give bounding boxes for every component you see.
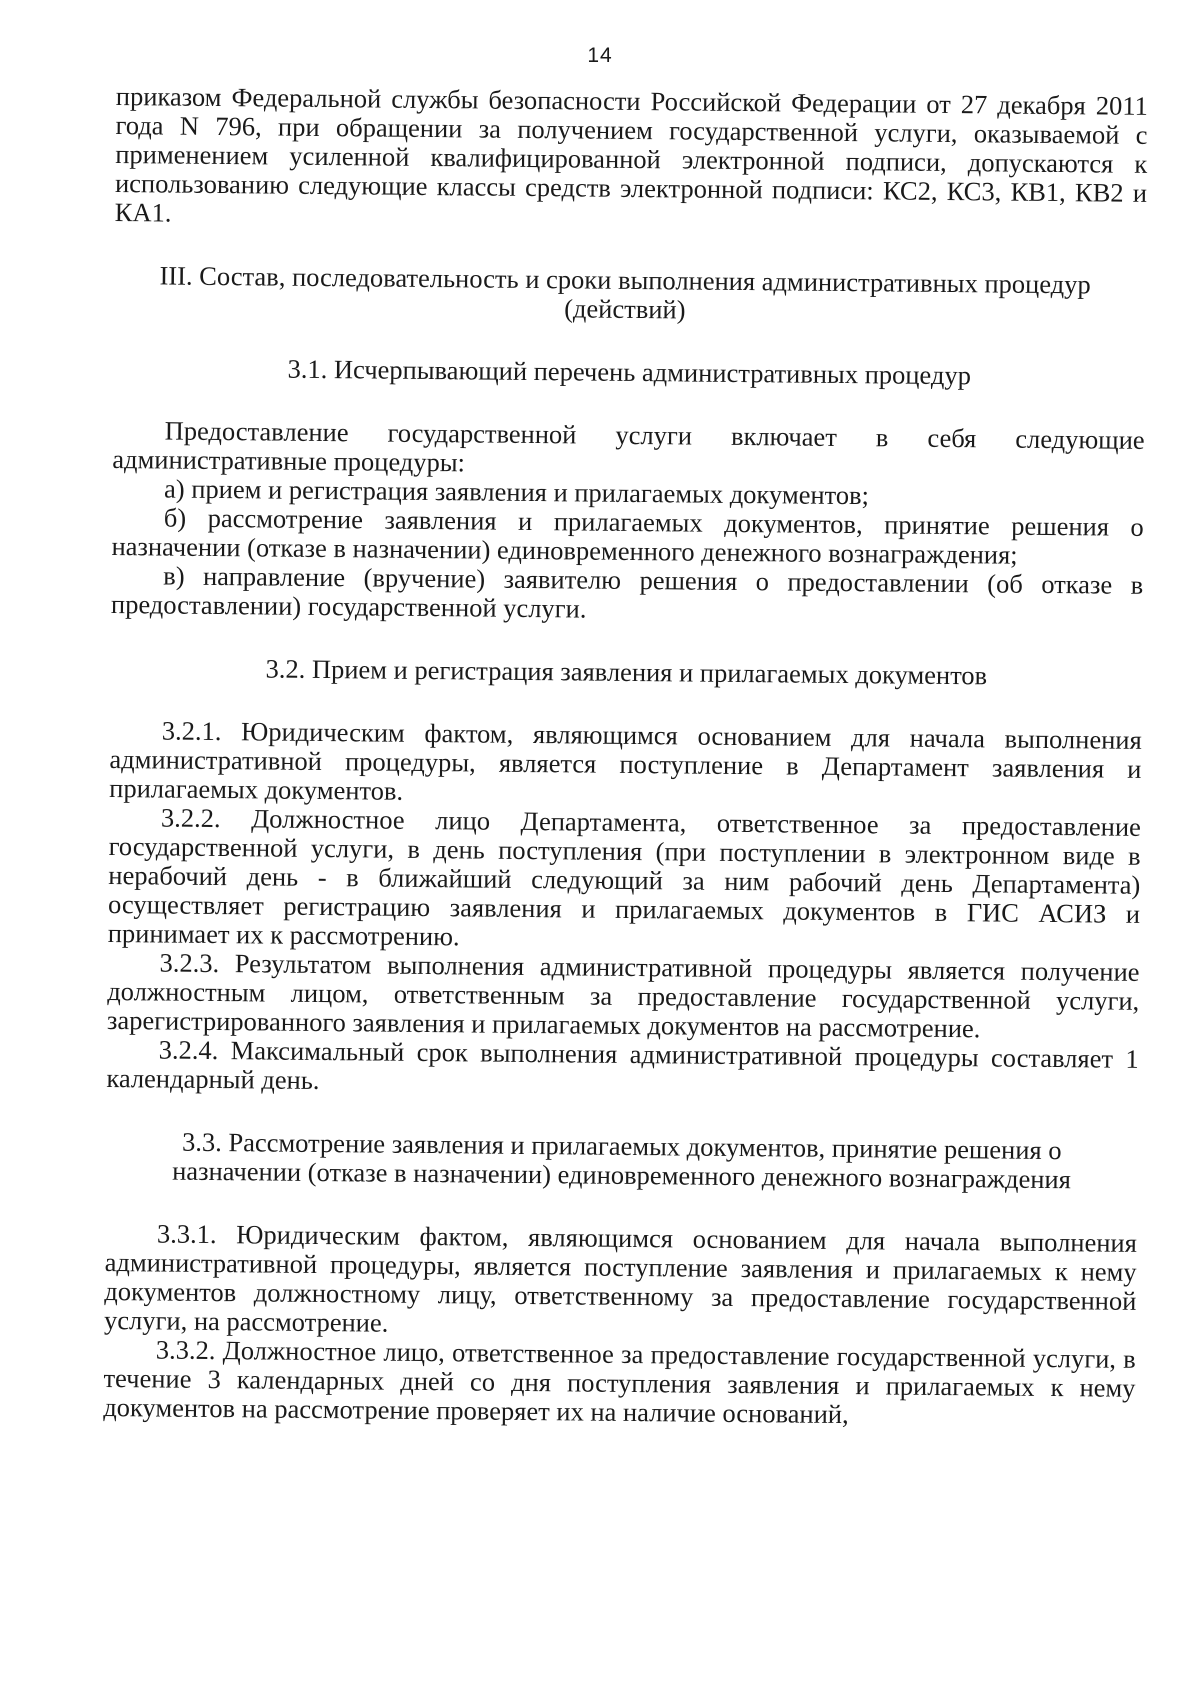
clause-3-2-2: 3.2.2. Должностное лицо Департамента, ответственное за предоставление государственной услуги, в день поступления (при поступлении в электронном виде в нерабочий день - в ближайший следующий за ним рабочий день Департамента) осуществляет регистрацию заявления и прилагаемых документов в ГИС АСИЗ и принимает их к рассмотрению. [107, 802, 1142, 952]
list-item-a: а) прием и регистрация заявления и прилагаемых документов; [163, 473, 870, 511]
intro-paragraph: приказом Федеральной службы безопасности Российской Федерации от 27 декабря 2011 года N 796, при обращении за получением государственной услуги, оказываемой с применением усиленной квалифицированной электронной подписи, допускаются к использованию следующие классы средств электронной подписи: КС2, КС3, КВ1, КВ2 и КА1. [114, 81, 1148, 228]
clause-3-3-2: 3.3.2. Должностное лицо, ответственное за предоставление государственной услуги, в течение 3 календарных дней со дня поступления заявления и прилагаемых к нему документов на рассмотрение проверяет их на наличие оснований, [103, 1334, 1136, 1430]
document-body [103, 82, 1148, 1432]
list-item-c: в) направление (вручение) заявителю решения о предоставлении (об отказе в предоставлении) государственной услуги. [110, 560, 1144, 624]
subsection-3-2-heading: 3.2. Прием и регистрация заявления и прилагаемых документов [265, 653, 988, 691]
section-3-heading: III. Состав, последовательность и сроки выполнения административных процедур (действий) [159, 260, 1091, 325]
clause-3-2-4: 3.2.4. Максимальный срок выполнения административной процедуры составляет 1 календарный день. [106, 1034, 1139, 1095]
subsection-3-1-intro: Предоставление государственной услуги включает в себя следующие административные процедуры: [112, 415, 1145, 478]
page-number: 14 [587, 44, 613, 67]
clause-3-2-1: 3.2.1. Юридическим фактом, являющимся основанием для начала выполнения административной процедуры, является поступление в Департамент заявления и прилагаемых документов. [109, 715, 1142, 806]
clause-3-2-3: 3.2.3. Результатом выполнения административной процедуры является получение должностным лицом, ответственным за предоставление государственной услуги, зарегистрированного заявления и прилагаемых документов на рассмотрение. [106, 947, 1140, 1044]
subsection-3-1-heading: 3.1. Исчерпывающий перечень административных процедур [287, 353, 972, 391]
list-item-b: б) рассмотрение заявления и прилагаемых документов, принятие решения о назначении (отказе в назначении) единовременного денежного вознаграждения; [111, 502, 1144, 570]
subsection-3-3-heading: 3.3. Рассмотрение заявления и прилагаемых документов, принятие решения о назначении (отказе в назначении) единовременного денежного вознаграждения [172, 1126, 1072, 1195]
clause-3-3-1: 3.3.1. Юридическим фактом, являющимся основанием для начала выполнения административной процедуры, является поступление заявления и прилагаемых к нему документов должностному лицу, ответственному за предоставление государственной услуги, на рассмотрение. [103, 1218, 1138, 1338]
